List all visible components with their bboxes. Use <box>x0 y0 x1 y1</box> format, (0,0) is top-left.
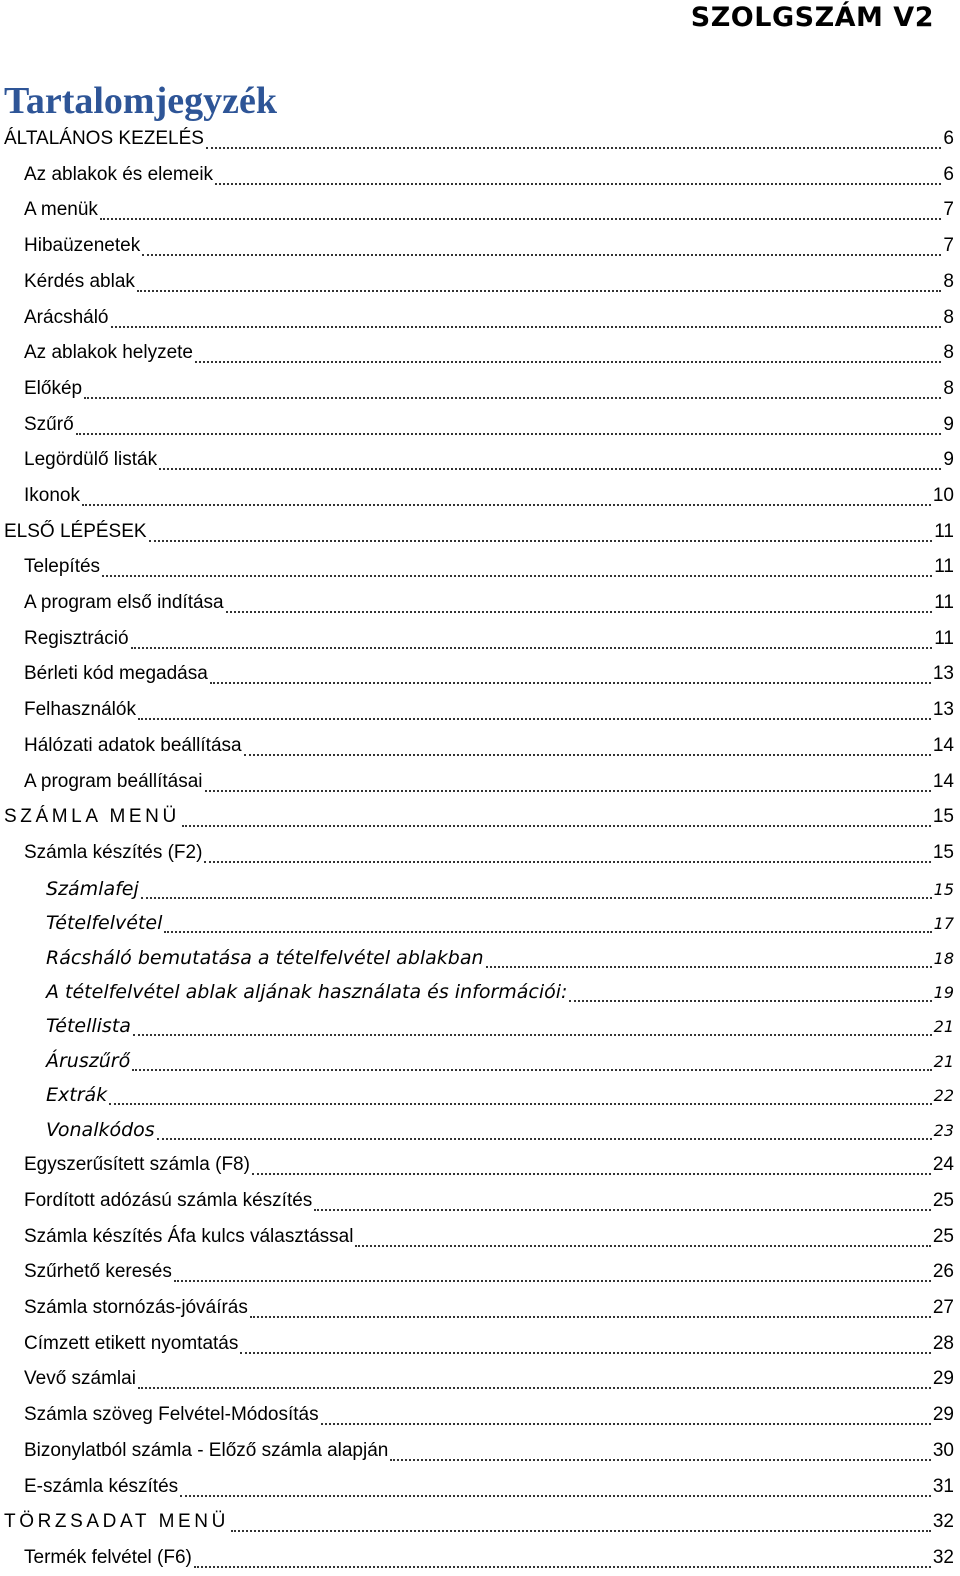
toc-dot-leader <box>84 397 941 399</box>
toc-page-number: 19 <box>933 983 954 1002</box>
toc-page-number: 8 <box>943 342 954 363</box>
toc-page-number: 32 <box>932 1547 954 1568</box>
toc-entry-label: Telepítés <box>24 556 101 577</box>
toc-entry-label: Előkép <box>24 378 83 399</box>
toc-entry[interactable] <box>24 1183 954 1219</box>
toc-entry[interactable] <box>24 1469 954 1505</box>
toc-dot-leader <box>138 718 931 720</box>
toc-dot-leader <box>206 147 941 149</box>
toc-dot-leader <box>132 1069 931 1071</box>
toc-entry-label: Számla készítés (F2) <box>24 842 203 863</box>
toc-entry[interactable] <box>24 264 954 300</box>
toc-page-number: 21 <box>933 1052 954 1071</box>
toc-entry-label: Számla készítés Áfa kulcs választással <box>24 1226 354 1247</box>
toc-entry-label: Szűrhető keresés <box>24 1261 172 1282</box>
toc-entry[interactable] <box>24 764 954 800</box>
toc-entry[interactable] <box>24 728 954 764</box>
toc-entry[interactable] <box>46 974 954 1010</box>
toc-dot-leader <box>240 1352 931 1354</box>
toc-page-number: 11 <box>934 556 954 577</box>
toc-page-number: 10 <box>932 485 954 506</box>
toc-dot-leader <box>133 1034 932 1036</box>
toc-dot-leader <box>321 1423 931 1425</box>
toc-dot-leader <box>252 1173 931 1175</box>
toc-entry[interactable] <box>46 940 954 976</box>
toc-dot-leader <box>111 326 942 328</box>
toc-entry[interactable] <box>24 478 954 514</box>
toc-dot-leader <box>486 966 932 968</box>
toc-entry-label: TÖRZSADAT MENÜ <box>4 1511 229 1532</box>
toc-page-number: 15 <box>933 880 954 899</box>
toc-entry[interactable] <box>46 905 954 941</box>
toc-entry-label: Legördülő listák <box>24 449 158 470</box>
toc-entry-label: Számla stornózás-jóváírás <box>24 1297 248 1318</box>
toc-page-number: 9 <box>943 414 954 435</box>
toc-entry[interactable] <box>24 1219 954 1255</box>
toc-entry[interactable] <box>46 1043 954 1079</box>
toc-dot-leader <box>569 1000 931 1002</box>
toc-entry-label: Áruszűrő <box>46 1050 131 1072</box>
toc-dot-leader <box>131 647 933 649</box>
toc-entry-label: E-számla készítés <box>24 1476 179 1497</box>
toc-entry-label: Bérleti kód megadása <box>24 663 208 684</box>
toc-page-number: 25 <box>932 1190 954 1211</box>
toc-entry[interactable] <box>24 371 954 407</box>
toc-entry[interactable] <box>24 1540 954 1576</box>
toc-page-number: 13 <box>932 699 954 720</box>
toc-entry[interactable] <box>24 228 954 264</box>
toc-dot-leader <box>141 897 932 899</box>
toc-entry-label: Az ablakok és elemeik <box>24 164 214 185</box>
toc-entry[interactable] <box>24 442 954 478</box>
toc-dot-leader <box>390 1459 931 1461</box>
toc-entry[interactable] <box>24 835 954 871</box>
toc-dot-leader <box>109 1103 931 1105</box>
document-header-title: SZOLGSZÁM V2 <box>690 2 934 33</box>
toc-entry[interactable] <box>24 300 954 336</box>
toc-page-number: 14 <box>932 735 954 756</box>
toc-entry-label: Rácsháló bemutatása a tételfelvétel ablakban <box>46 947 484 969</box>
toc-entry-label: Arácsháló <box>24 307 109 328</box>
toc-page-number: 13 <box>932 663 954 684</box>
toc-page-number: 23 <box>933 1121 954 1140</box>
toc-dot-leader <box>180 1495 931 1497</box>
toc-dot-leader <box>314 1209 931 1211</box>
toc-entry[interactable] <box>24 1147 954 1183</box>
toc-page-number: 7 <box>943 235 954 256</box>
toc-page-number: 29 <box>932 1368 954 1389</box>
toc-dot-leader <box>215 183 941 185</box>
toc-entry-label: Hálózati adatok beállítása <box>24 735 242 756</box>
toc-page-number: 9 <box>943 449 954 470</box>
toc-entry[interactable] <box>4 799 954 835</box>
toc-entry-label: Bizonylatból számla - Előző számla alapján <box>24 1440 389 1461</box>
toc-entry[interactable] <box>46 1077 954 1113</box>
toc-dot-leader <box>174 1280 931 1282</box>
toc-dot-leader <box>76 433 942 435</box>
toc-entry[interactable] <box>46 1008 954 1044</box>
toc-dot-leader <box>164 931 931 933</box>
toc-dot-leader <box>137 290 942 292</box>
toc-entry-label: Tétellista <box>46 1015 131 1037</box>
toc-entry[interactable] <box>24 1433 954 1469</box>
toc-entry[interactable] <box>46 871 954 907</box>
toc-entry-label: Felhasználók <box>24 699 136 720</box>
toc-dot-leader <box>138 1387 931 1389</box>
toc-entry-label: Vevő számlai <box>24 1368 136 1389</box>
toc-entry[interactable] <box>4 1504 954 1540</box>
toc-page-number: 17 <box>933 914 954 933</box>
toc-page-number: 6 <box>943 128 954 149</box>
toc-entry-label: Regisztráció <box>24 628 129 649</box>
toc-page-number: 11 <box>934 521 954 542</box>
toc-entry-label: Extrák <box>46 1084 108 1106</box>
toc-dot-leader <box>142 254 941 256</box>
toc-entry[interactable] <box>4 514 954 550</box>
toc-dot-leader <box>205 790 931 792</box>
toc-page-number: 22 <box>933 1086 954 1105</box>
toc-dot-leader <box>226 611 933 613</box>
toc-entry-label: A tételfelvétel ablak aljának használata és információi: <box>46 981 568 1003</box>
toc-entry[interactable] <box>24 407 954 443</box>
toc-page-number: 8 <box>943 378 954 399</box>
toc-page-number: 14 <box>932 771 954 792</box>
toc-entry[interactable] <box>24 656 954 692</box>
toc-dot-leader <box>100 218 941 220</box>
toc-page-number: 27 <box>932 1297 954 1318</box>
toc-entry-label: Ikonok <box>24 485 80 506</box>
toc-page-number: 7 <box>943 199 954 220</box>
toc-entry-label: Termék felvétel (F6) <box>24 1547 192 1568</box>
toc-page-number: 8 <box>943 271 954 292</box>
toc-entry-label: ÁLTALÁNOS KEZELÉS <box>4 128 204 149</box>
toc-entry[interactable] <box>46 1112 954 1148</box>
toc-entry-label: Az ablakok helyzete <box>24 342 193 363</box>
toc-page-number: 11 <box>934 592 954 613</box>
toc-entry-label: A menük <box>24 199 98 220</box>
toc-page-number: 28 <box>932 1333 954 1354</box>
toc-entry[interactable] <box>24 1290 954 1326</box>
toc-dot-leader <box>159 468 941 470</box>
toc-page-number: 24 <box>932 1154 954 1175</box>
toc-page-number: 8 <box>943 307 954 328</box>
toc-page-number: 31 <box>932 1476 954 1497</box>
toc-dot-leader <box>210 682 931 684</box>
toc-entry-label: ELSŐ LÉPÉSEK <box>4 521 147 542</box>
toc-entry[interactable] <box>24 692 954 728</box>
toc-entry-label: Fordított adózású számla készítés <box>24 1190 313 1211</box>
toc-page-number: 15 <box>932 842 954 863</box>
toc-entry[interactable] <box>24 549 954 585</box>
toc-entry[interactable] <box>24 1397 954 1433</box>
toc-dot-leader <box>244 754 931 756</box>
toc-page-number: 15 <box>932 806 954 827</box>
toc-page-number: 30 <box>932 1440 954 1461</box>
toc-dot-leader <box>149 540 933 542</box>
toc-dot-leader <box>182 825 931 827</box>
toc-page-number: 29 <box>932 1404 954 1425</box>
toc-entry-label: Vonalkódos <box>46 1119 155 1141</box>
toc-entry[interactable] <box>24 157 954 193</box>
toc-entry[interactable] <box>24 192 954 228</box>
toc-dot-leader <box>204 861 930 863</box>
toc-dot-leader <box>355 1245 930 1247</box>
toc-entry[interactable] <box>24 621 954 657</box>
toc-page-number: 6 <box>943 164 954 185</box>
toc-page-number: 18 <box>933 949 954 968</box>
toc-entry-label: A program első indítása <box>24 592 224 613</box>
toc-entry-label: Címzett etikett nyomtatás <box>24 1333 239 1354</box>
toc-entry-label: A program beállításai <box>24 771 203 792</box>
toc-entry[interactable] <box>4 121 954 157</box>
toc-entry-label: Kérdés ablak <box>24 271 135 292</box>
toc-entry-label: Tételfelvétel <box>46 912 163 934</box>
toc-entry-label: Szűrő <box>24 414 74 435</box>
toc-page-number: 32 <box>932 1511 954 1532</box>
toc-dot-leader <box>250 1316 931 1318</box>
toc-entry-label: SZÁMLA MENÜ <box>4 806 180 827</box>
toc-dot-leader <box>231 1530 931 1532</box>
toc-entry-label: Számlafej <box>46 878 139 900</box>
toc-entry[interactable] <box>24 1326 954 1362</box>
toc-dot-leader <box>195 361 941 363</box>
toc-page-number: 25 <box>932 1226 954 1247</box>
toc-page-number: 11 <box>934 628 954 649</box>
toc-dot-leader <box>194 1566 931 1568</box>
toc-entry[interactable] <box>24 1254 954 1290</box>
toc-entry-label: Egyszerűsített számla (F8) <box>24 1154 250 1175</box>
toc-page-number: 26 <box>932 1261 954 1282</box>
toc-dot-leader <box>157 1138 932 1140</box>
toc-entry-label: Hibaüzenetek <box>24 235 141 256</box>
toc-entry[interactable] <box>24 335 954 371</box>
toc-dot-leader <box>102 575 932 577</box>
toc-page-number: 21 <box>933 1017 954 1036</box>
toc-title: Tartalomjegyzék <box>4 80 277 122</box>
toc-entry-label: Számla szöveg Felvétel-Módosítás <box>24 1404 319 1425</box>
toc-entry[interactable] <box>24 1361 954 1397</box>
toc-entry[interactable] <box>24 585 954 621</box>
toc-dot-leader <box>82 504 931 506</box>
